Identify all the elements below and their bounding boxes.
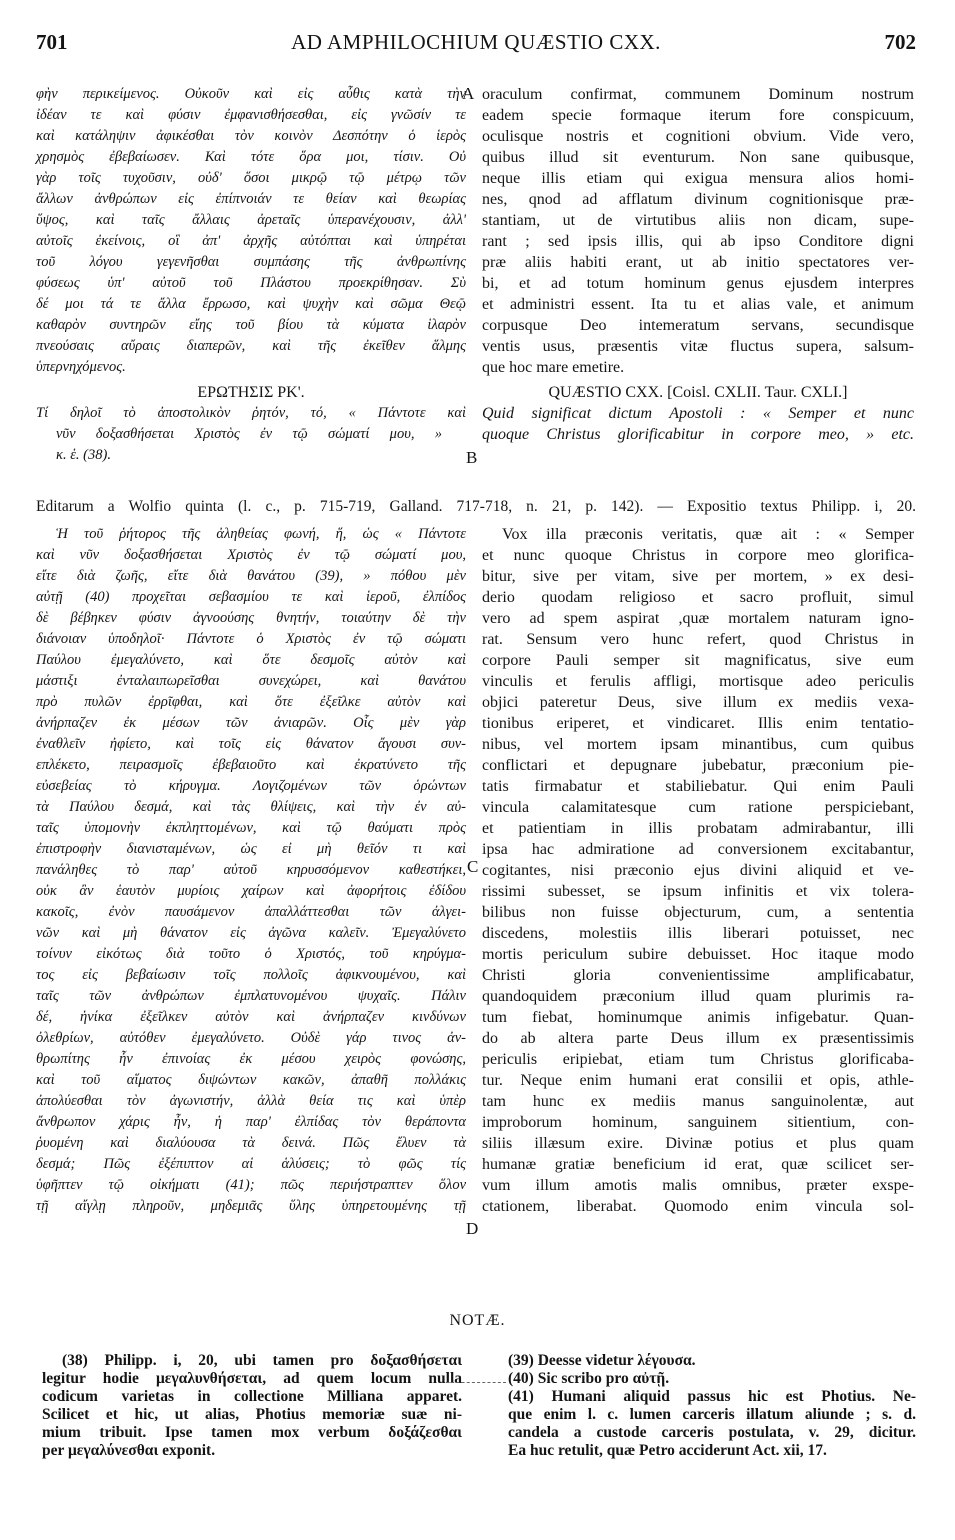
greek-column-top	[36, 84, 466, 466]
text-line: ἀπολύεσθαι τὸν ἀγωνιστήν, ἀλλὰ θεία τις καὶ ὑπὲρ	[36, 1093, 466, 1109]
text-line: επλέκετο, πειρασμοῖς ἐβεβαιοῦτο καὶ ἐκρατύνετο τῆς	[36, 757, 466, 773]
text-line: φὴν περικείμενος. Οὐκοῦν καὶ εἰς αὖθις κατὰ τὴν	[36, 86, 466, 102]
text-line: oraculum confirmat, communem Dominum nostrum	[482, 86, 914, 103]
text-line: μάστιξι ἐνταλαιπωρεῖσθαι συνεχώρει, καὶ θανάτου	[36, 673, 466, 689]
text-line: bilibus non fuisse objecturum, cum, a sententia	[482, 904, 914, 921]
text-line: tam hunc ex mediis manus sanguinolentæ, aut	[482, 1093, 914, 1110]
text-line: ταῖς τῶν ἀνθρώπων ἐμπλατυνομένου ψυχαῖς. Πάλιν	[36, 988, 466, 1004]
text-line: Παύλου ἐμεγαλύνετο, καὶ ὅτε δεσμοῖς αὐτὸν καὶ	[36, 652, 466, 668]
text-line: præ aliis habiti erant, ut ab initio spectatores ver-	[482, 254, 914, 271]
text-line: ipsa hac admiratione ad conversionem excitabantur,	[482, 841, 914, 858]
text-line: vum illum amotis malis omnibus, præter exspe-	[482, 1177, 914, 1194]
text-line: δὲ βέβηκεν φύσιν ἀγνοούσης θνητήν, τοιαύτην δὲ τὴν	[36, 610, 466, 626]
note-line: Scilicet et hic, ut alias, Photius memoriæ suæ ni-	[42, 1406, 462, 1423]
text-line: καθαρὸν συντηρῶν εἴης τοῦ βίου τὰ κύματα ἱλαρὸν	[36, 317, 466, 333]
notes-right-column	[508, 1352, 916, 1460]
text-line: rant ; sed ipsis illis, qui ab ipso Conditore digni	[482, 233, 914, 250]
text-line: rissimi subesset, se ipsum infinitis et vix tolera-	[482, 883, 914, 900]
note-line: legitur hodie μεγαλυνθήσεται, ad quem locum nulla	[42, 1370, 462, 1387]
text-line: ὑπερνηχόμενος.	[36, 359, 126, 375]
text-line: mortis periculum subire debuisset. Hoc itaque modo	[482, 946, 914, 963]
text-line: τῇ αἴγλῃ πληροῦν, μηδεμιᾶς ὕλης ὑπηρετουμένης τῇ	[36, 1198, 466, 1214]
note-line: que enim l. c. lumen carceris illatum aliunde ; s. d.	[508, 1406, 916, 1423]
text-line: Τί δηλοῖ τὸ ἀποστολικὸν ῥητόν, τό, « Πάντοτε καὶ	[36, 405, 466, 421]
text-line: ἐναθλεῖν ἠφίετο, καὶ τοῖς εἰς θάνατον ἄγουσι συν-	[36, 736, 466, 752]
text-line: ἰδέαν τε καὶ φύσιν ἐμφανισθήσεσθαι, εἰς γνῶσίν τε	[36, 107, 466, 123]
note-line: codicum varietas in collectione Milliana apparet.	[42, 1388, 462, 1405]
latin-column-top	[482, 84, 914, 445]
text-line: rat. Sensum vero hunc refert, quod Christus in	[482, 631, 914, 648]
text-line: quibus illud sit eventurum. Non sane quibusque,	[482, 149, 914, 166]
text-line: ἐπιστροφὴν διανισταμένων, ὡς εἰ μὴ θεῖόν τι καὶ	[36, 841, 466, 857]
text-line: Christi gloria convenientissime amplificabatur,	[482, 967, 914, 984]
right-page-number: 702	[884, 30, 916, 54]
latin-question-heading: QUÆSTIO CXX. [Coisl. CXLII. Taur. CXLI.]	[548, 384, 848, 401]
notes-left-column	[42, 1352, 462, 1460]
text-line: αὐτοῖς ἐκείνοις, οἳ ἀπ' ἀρχῆς αὐτόπται καὶ ὑπηρέται	[36, 233, 466, 249]
text-line: διάνοιαν ὑποδηλοῖ· Πάντοτε ὁ Χριστὸς ἐν τῷ σώματι	[36, 631, 466, 647]
latin-column-body	[482, 524, 914, 1217]
margin-letter-c: C	[467, 857, 479, 876]
text-line: que hoc mare emetire.	[482, 359, 625, 376]
text-line: ἀνήρπαζεν ἐκ μέσων τῶν ἀνιαρῶν. Οἷς μὲν γὰρ	[36, 715, 466, 731]
notes-heading: NOTÆ.	[449, 1312, 506, 1329]
left-page-number: 701	[36, 30, 68, 54]
text-line: καὶ τοῦ αἵματος διψώντων κακῶν, ἀπαθῆ πολλάκις	[36, 1072, 466, 1088]
text-line: ὀλεθρίων, αὐτόθεν ἐμεγαλύνετο. Οὐδὲ γάρ τινος ἀν-	[36, 1030, 466, 1046]
text-line: corpore Pauli semper sit magnificatus, sive eum	[482, 652, 914, 669]
running-title: AD AMPHILOCHIUM QUÆSTIO CXX.	[291, 30, 661, 54]
text-line: Quid significat dictum Apostoli : « Semper et nunc	[482, 405, 914, 422]
note-line: per μεγαλύνεσθαι exponit.	[42, 1442, 216, 1459]
dashed-rule	[446, 1382, 506, 1383]
text-line: discedens, molestiis illis liberari potuisset, nec	[482, 925, 914, 942]
text-line: ctationem, liberabat. Quomodo enim vincula sol-	[482, 1198, 914, 1215]
text-line: siliis illæsum exire. Divinæ potius et plus quam	[482, 1135, 914, 1152]
text-line: objici pateretur Deus, sive illum ex mediis vexa-	[482, 694, 914, 711]
text-line: improborum hominum, sanguinem sitientium, con-	[482, 1114, 914, 1131]
text-line: tur. Neque enim humani erat consilii et opis, athle-	[482, 1072, 914, 1089]
text-line: humanæ gratiæ beneficium id erat, quæ scilicet ser-	[482, 1156, 914, 1173]
text-line: ἄνθρωπον χάρις ἦν, ἡ παρ' ἐλπίδας τὸν θεράποντα	[36, 1114, 466, 1130]
text-line: et nunc quoque Christus in corpore meo glorifica-	[482, 547, 914, 564]
note-line: candela a custode carceris postulata, v. 29, dicitur.	[508, 1424, 916, 1441]
note-line: (39) Deesse videtur λέγουσα.	[508, 1352, 696, 1369]
text-line: vero ad spem aspirat ,quæ mortalem naturam igno-	[482, 610, 914, 627]
text-line: corpusque Deo intemeratum servans, secundisque	[482, 317, 914, 334]
text-line: χρησμὸς ἐβεβαίωσεν. Καὶ τότε ὅρα μοι, τίσιν. Οὐ	[36, 149, 466, 165]
text-line: πνεούσαις αὔραις διαπερῶν, καὶ τῆς ἐκεῖθεν ἅλμης	[36, 338, 466, 354]
margin-letter-d: D	[466, 1219, 479, 1238]
text-line: πανάληθες τὸ παρ' αὐτοῦ κηρυσσόμενον καθεστήκει,	[36, 862, 466, 878]
text-line: periculis eripiebat, etiam tum Christus glorificaba-	[482, 1051, 914, 1068]
greek-question-heading: ΕΡΩΤΗΣΙΣ ΡΚ'.	[197, 384, 305, 401]
text-line: ῥυομένη καὶ διαλύουσα τὰ δεινά. Πῶς ἔλυεν τὰ	[36, 1135, 466, 1151]
text-line: κακοῖς, ἐνὸν παυσάμενον ἀπαλλάττεσθαι τῶν ἀλγει-	[36, 904, 466, 920]
text-line: ὑφῆπτεν τῷ οἰκήματι (41); πῶς περιήστραπτεν ὅλον	[36, 1177, 466, 1193]
text-line: τος εἰς βεβαίωσιν τοῖς πολλοῖς ἀφικνουμένου, καὶ	[36, 967, 466, 983]
text-line: vincula calamitatesque cum ratione perspiciebant,	[482, 799, 914, 816]
text-line: δεσμά; Πῶς ἐξέπιπτον αἱ ἁλύσεις; τὸ φῶς τίς	[36, 1156, 466, 1172]
margin-letter-b: B	[466, 448, 478, 467]
text-line: καὶ κατάληψιν ἀφικέσθαι τὸν κοινὸν Δεσπότην ὁ ἱερὸς	[36, 128, 466, 144]
text-line: vinculis et ferulis affligi, mortisque adeo periculis	[482, 673, 914, 690]
note-line: Ea huc retulit, quæ Petro acciderunt Act. xii, 17.	[508, 1442, 827, 1459]
text-line: καὶ νῦν δοξασθήσεται Χριστὸς ἐν τῷ σώματί μου,	[36, 547, 466, 563]
text-line: bitur, sive per vitam, sive per mortem, » ex desi-	[482, 568, 914, 585]
text-line: et administri essent. Ita tu et alias vale, et animum	[482, 296, 914, 313]
text-line: neque illis etiam qui exigua mensura alios homi-	[482, 170, 914, 187]
text-line: τοῦ λόγου γεγενῆσθαι συμπάσης τῆς ἀνθρωπίνης	[36, 254, 466, 270]
running-header	[36, 30, 916, 58]
note-line: (41) Humani aliquid passus hic est Photius. Ne-	[508, 1388, 916, 1405]
note-line: (38) Philipp. i, 20, ubi tamen pro δοξασθήσεται	[62, 1352, 462, 1369]
text-line: γὰρ τοῖς τυχοῦσιν, οὐδ' ὅσοι μικρῷ τῷ μέτρῳ τῶν	[36, 170, 466, 186]
text-line: oculisque nostris et cognitioni obvium. Vide vero,	[482, 128, 914, 145]
text-line: εὐσεβείας τὸ κήρυγμα. Λογιζομένων τῶν ὁρώντων	[36, 778, 466, 794]
text-line: conflictari et depugnare jubebatur, præconium pie-	[482, 757, 914, 774]
text-line: quoque Christus glorificabitur in corpore meo, » etc.	[482, 426, 914, 443]
text-line: et patientiam in illis probatam admirabantur, illi	[482, 820, 914, 837]
text-line: ὕψος, καὶ ταῖς ἄλλαις ἀρεταῖς ὑπερανέχουσιν, ἀλλ'	[36, 212, 466, 228]
text-line: ταῖς ὑπομονὴν ἐκπληττομένων, καὶ τῷ θαύματι πρὸς	[36, 820, 466, 836]
text-line: Vox illa præconis veritatis, quæ ait : « Semper	[502, 526, 914, 543]
text-line: nibus, vel mortem ipsam minantibus, cum quibus	[482, 736, 914, 753]
text-line: πρὸ πυλῶν ἐρρῖφθαι, καὶ ὅτε ἐξεῖλκε αὐτὸν καὶ	[36, 694, 466, 710]
text-line: νῦν δοξασθήσεται Χριστὸς ἐν τῷ σώματί μου, »	[56, 426, 442, 442]
text-line: Ἡ τοῦ ῥήτορος τῆς ἀληθείας φωνή, ἥ, ὡς « Πάντοτε	[56, 526, 466, 542]
text-line: tum fiebat, hominumque animis infigebatur. Quan-	[482, 1009, 914, 1026]
margin-letter-a: A	[462, 84, 475, 103]
greek-column-body	[36, 524, 466, 1217]
text-line: stantiam, ut de virtutibus aliis non dicam, supe-	[482, 212, 914, 229]
text-line: nes, qnod ad afflatum divinum cognitionisque præ-	[482, 191, 914, 208]
text-line: δέ μοι τά τε ἄλλα ἔρρωσο, καὶ ψυχὴν καὶ σῶμα Θεῷ	[36, 296, 466, 312]
text-line: κ. ἑ. (38).	[56, 447, 111, 463]
text-line: εἴτε διὰ ζωῆς, εἴτε διὰ θανάτου (39), » πόθου μὲν	[36, 568, 466, 584]
text-line: δέ, ἡνίκα ἐξεῖλκεν αὐτὸν καὶ ἀνήρπαζεν κινδύνων	[36, 1009, 466, 1025]
text-line: τὰ Παύλου δεσμά, καὶ τὰς θλίψεις, καὶ τὴν ἐν αὐ-	[36, 799, 466, 815]
text-line: eadem specie formaque iterum fore conspicuum,	[482, 107, 914, 124]
text-line: tatis firmabatur et stabiliebatur. Qui enim Pauli	[482, 778, 914, 795]
text-line: αὐτῇ (40) προχεῖται σεβασμίου τε καὶ ἱεροῦ, ἐλπίδος	[36, 589, 466, 605]
text-line: bi, et ad totum hominum genus ejusdem interpres	[482, 275, 914, 292]
text-line: tionibus eriperet, et vindicaret. Illis enim tentatio-	[482, 715, 914, 732]
text-line: do ab altera parte Deus illum ex præsentissimis	[482, 1030, 914, 1047]
text-line: quandoquidem præconium illud quam plurimis ra-	[482, 988, 914, 1005]
text-line: derio quodam religioso et sacro profluit, simul	[482, 589, 914, 606]
text-line: ἄλλων ἀνθρώπων εἰς ἐπίπνοιάν τε θείαν καὶ θεωρίας	[36, 191, 466, 207]
text-line: τοίνυν εἰκότως διὰ τοῦτο ὁ Χριστός, τοῦ κηρύγμα-	[36, 946, 466, 962]
text-line: φύσεως ὑπ' αὐτοῦ τοῦ Πλάστου προεκρίθησαν. Σὺ	[36, 275, 466, 291]
text-line: οὐκ ἂν ἑαυτὸν μυρίοις χαίρων καὶ ἀφορήτοις ἐδίδου	[36, 883, 466, 899]
edition-note: Editarum a Wolfio quinta (l. c., p. 715-719, Galland. 717-718, n. 21, p. 142). — Expositio textus Philipp. i, 20.	[36, 498, 916, 515]
text-line: cogitantes, nisi præconio ejus divini aliquid et ve-	[482, 862, 914, 879]
note-line: (40) Sic scribo pro αὐτῇ.	[508, 1370, 670, 1387]
text-line: θρωπίτης ἦν ἐπινοίας ἐκ μέσου χειρὸς φονώσης,	[36, 1051, 466, 1067]
note-line: mium tribuit. Ipse tamen mox verbum δοξάζεσθαι	[42, 1424, 462, 1441]
text-line: νῶν καὶ μὴ θάνατον εἰς ἀγῶνα καλεῖν. Ἐμεγαλύνετο	[36, 925, 466, 941]
text-line: ventis usus, præsentis vitæ fluctus supera, salsum-	[482, 338, 914, 355]
